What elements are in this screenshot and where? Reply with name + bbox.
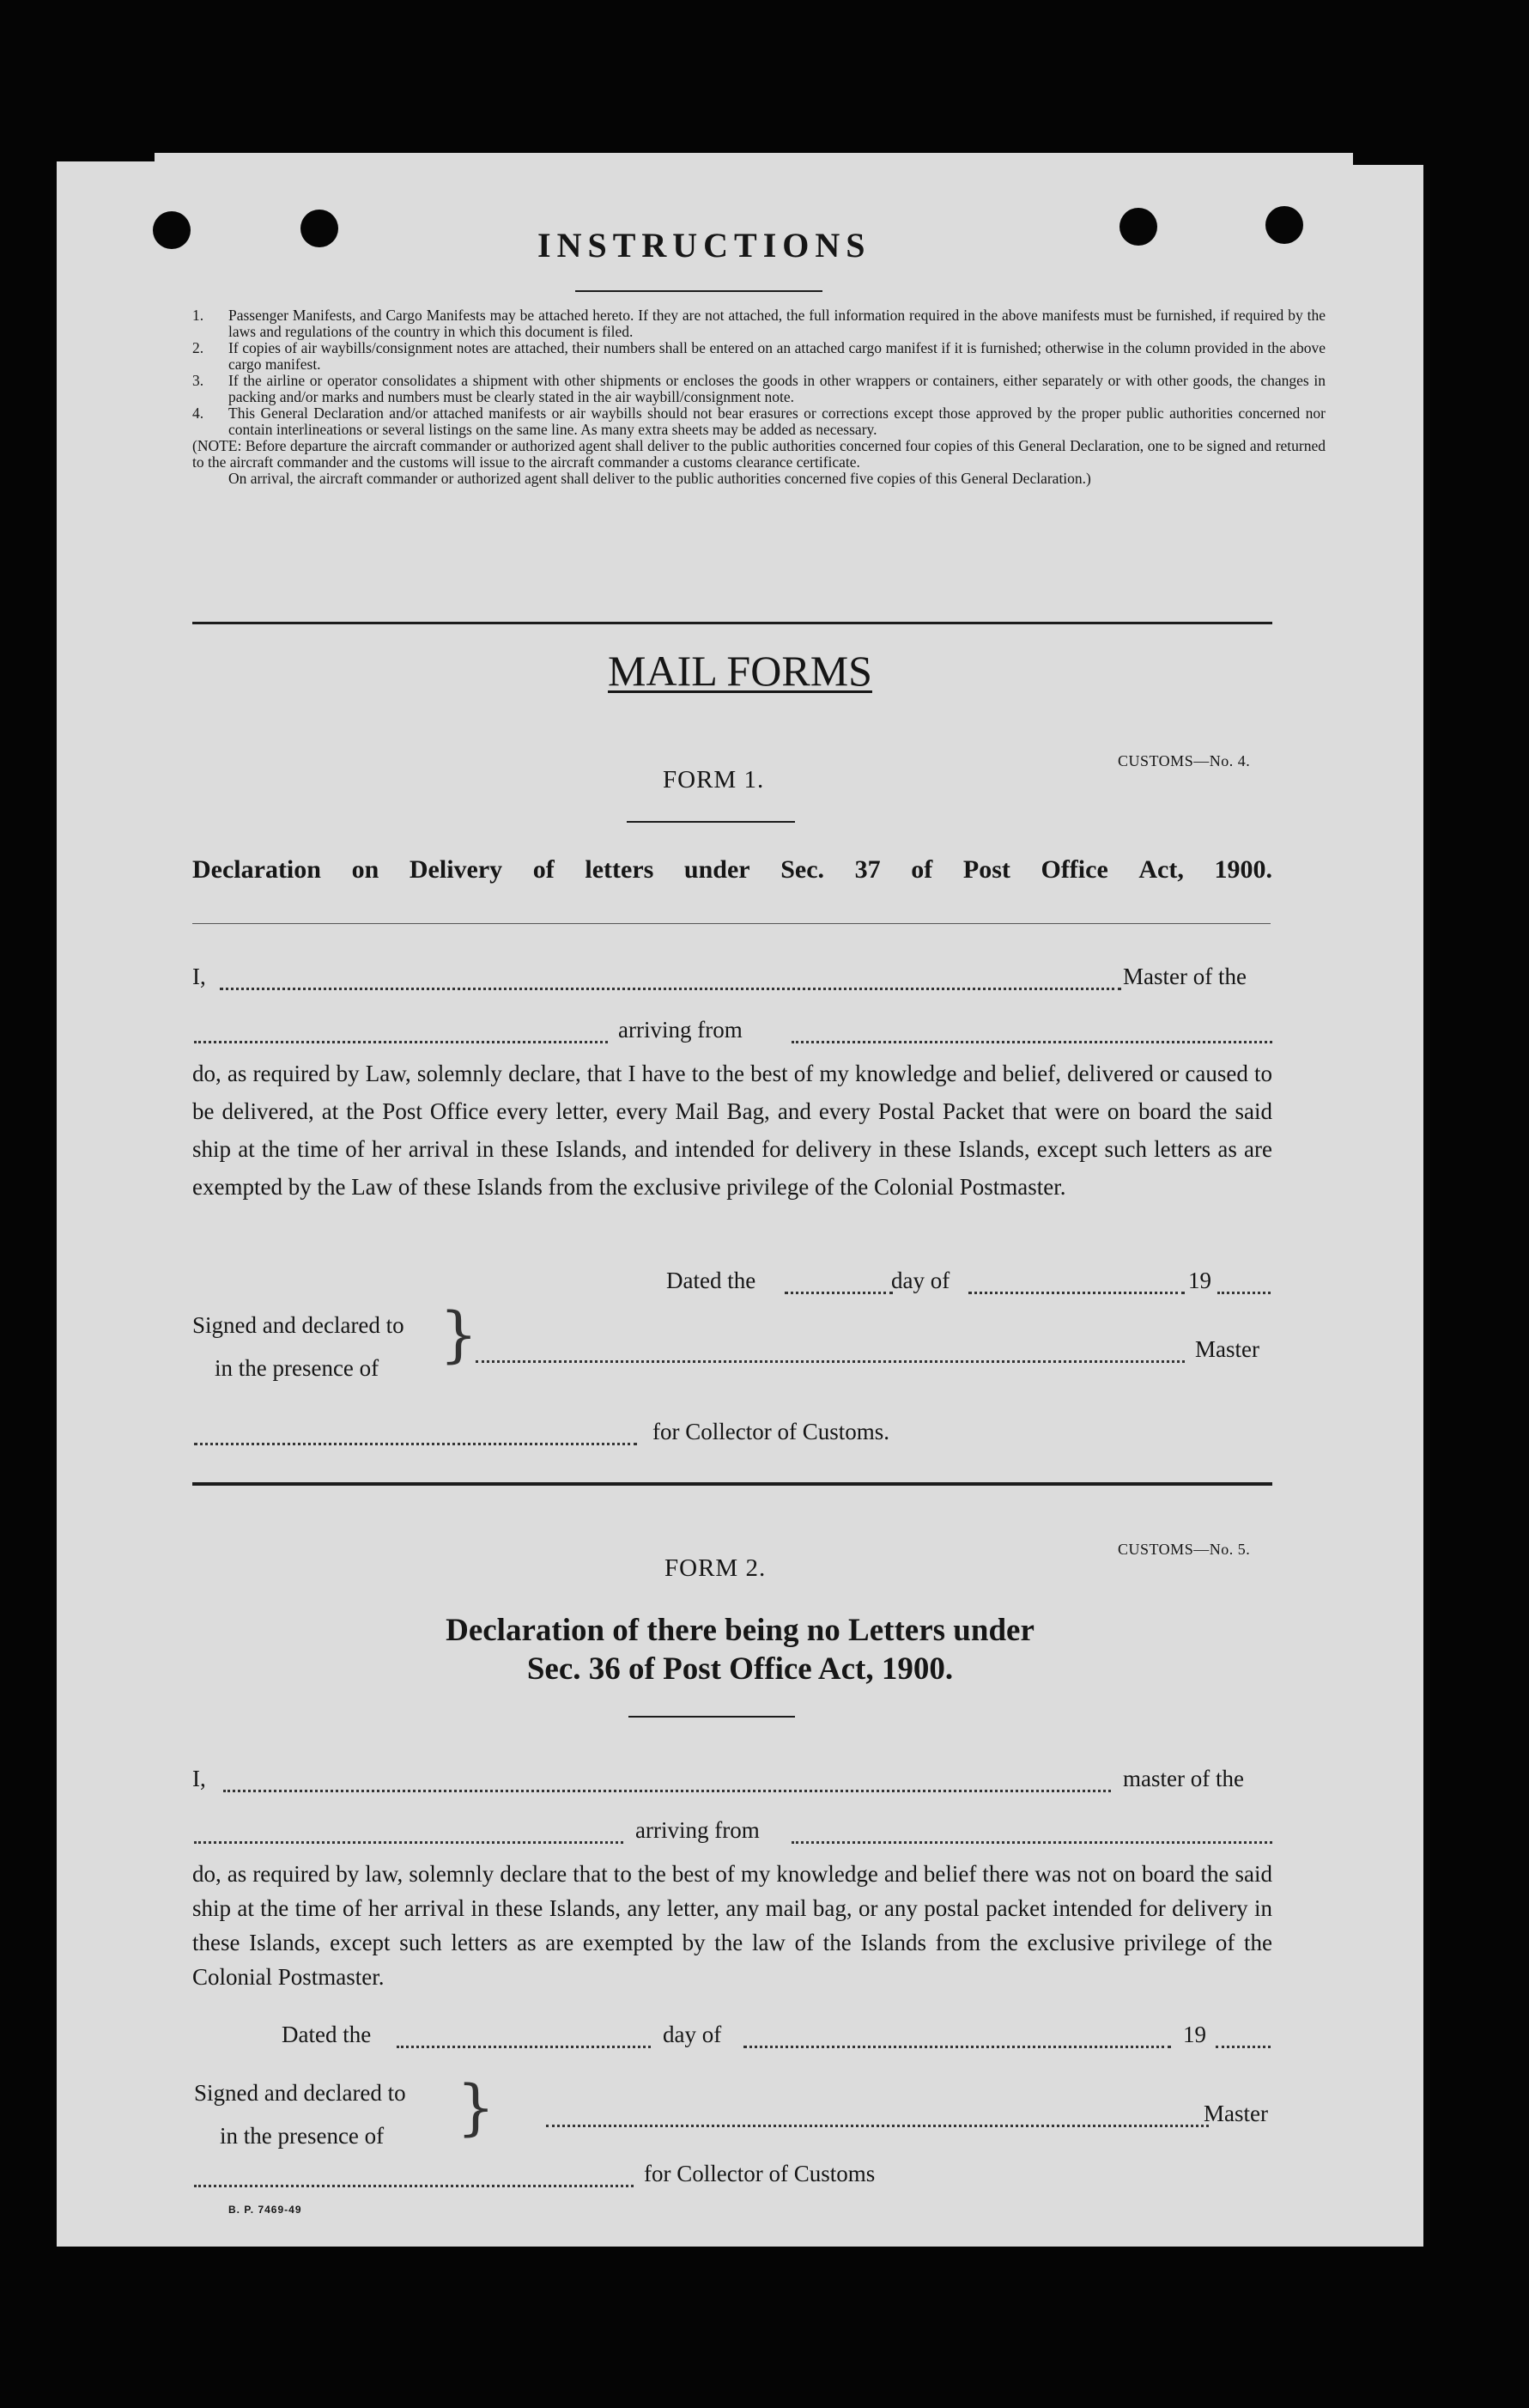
form1-collector-blank[interactable]	[194, 1443, 637, 1445]
form1-title-rule	[192, 923, 1271, 924]
document-page	[57, 153, 1423, 2247]
form2-collector-blank[interactable]	[194, 2185, 634, 2187]
form2-master-label: Master	[1204, 2101, 1268, 2126]
form2-month-blank[interactable]	[743, 2046, 1171, 2048]
form1-year-prefix: 19	[1188, 1268, 1211, 1293]
mail-forms-heading: MAIL FORMS	[608, 647, 872, 695]
form2-dated-the: Dated the	[282, 2022, 372, 2047]
form1-origin-blank[interactable]	[792, 1041, 1272, 1043]
form2-presence-of: in the presence of	[220, 2123, 385, 2149]
form2-day-of: day of	[663, 2022, 722, 2047]
form1-label: FORM 1.	[663, 766, 765, 794]
form1-signed-declared: Signed and declared to	[192, 1312, 404, 1338]
form2-i-label: I,	[192, 1766, 206, 1791]
form2-collector-label: for Collector of Customs	[644, 2161, 876, 2186]
form1-arriving-from: arriving from	[618, 1017, 743, 1043]
torn-edge	[1353, 148, 1430, 165]
form-reference-number: B. P. 7469-49	[228, 2204, 302, 2216]
form2-day-blank[interactable]	[397, 2046, 651, 2048]
form2-body: do, as required by law, solemnly declare that to the best of my knowledge and belief there was not on board the said ship at the time of her arrival in these Islands, any letter, any mail bag, or any postal packet intended for delivery in these Islands, except such letters as are exempted by the law of the Islands from the exclusive privilege of the Colonial Postmaster.	[192, 1861, 1272, 1990]
instructions-note: (NOTE: Before departure the aircraft commander or authorized agent shall deliver to the public authorities concerned four copies of this General Declaration, one to be signed and returned to the aircraft commander and the customs will issue to the aircraft commander a customs clearance certificate.	[192, 437, 1326, 471]
form1-name-blank[interactable]	[220, 988, 1121, 990]
form1-body: do, as required by Law, solemnly declare, that I have to the best of my knowledge and belief, delivered or caused to be delivered, at the Post Office every letter, every Mail Bag, and every Postal Packet that were on board the said ship at the time of her arrival in these Islands, and intended for delivery in these Islands, except such letters as are exempted by the Law of these Islands from the exclusive privilege of the Colonial Postmaster.	[192, 1061, 1272, 1200]
form2-signed-declared: Signed and declared to	[194, 2080, 406, 2106]
punch-hole	[1265, 206, 1303, 244]
form1-year-blank[interactable]	[1217, 1292, 1271, 1294]
form1-label-underline	[627, 821, 795, 823]
punch-hole	[1119, 208, 1157, 246]
punch-hole	[153, 211, 191, 249]
form1-master-of-the: Master of the	[1123, 964, 1247, 989]
form1-dated-the: Dated the	[666, 1268, 756, 1293]
form2-name-blank[interactable]	[223, 1790, 1111, 1792]
instructions-list	[192, 307, 1326, 438]
form2-title-line2: Sec. 36 of Post Office Act, 1900.	[526, 1651, 954, 1687]
form2-declaration-title	[57, 1611, 1423, 1688]
form1-presence-of: in the presence of	[215, 1355, 379, 1381]
form2-year-blank[interactable]	[1216, 2046, 1271, 2048]
form1-master-signature-blank[interactable]	[476, 1360, 1185, 1363]
instruction-item: 4. This General Declaration and/or attached manifests or air waybills should not bear erasures or corrections except those approved by the proper public authorities concerned nor contain interlineations or several listings on the same line. As many extra sheets may be added as necessary.	[192, 404, 1326, 438]
section-divider	[192, 622, 1272, 624]
form2-customs-number: CUSTOMS—No. 5.	[1118, 1541, 1251, 1558]
form2-arriving-from: arriving from	[635, 1817, 760, 1843]
form2-brace: }	[457, 2072, 495, 2143]
form2-origin-blank[interactable]	[792, 1841, 1272, 1844]
form2-year-prefix: 19	[1183, 2022, 1206, 2047]
instructions-title: INSTRUCTIONS	[537, 226, 871, 265]
form2-title-line1: Declaration of there being no Letters under	[446, 1613, 1035, 1648]
form2-master-signature-blank[interactable]	[546, 2125, 1209, 2127]
form1-month-blank[interactable]	[968, 1292, 1185, 1294]
instruction-item: 1. Passenger Manifests, and Cargo Manifests may be attached hereto. If they are not attached, the full information required in the above manifests must be furnished, if required by the laws and regulations of the country in which this document is filed.	[192, 307, 1326, 340]
form1-collector-label: for Collector of Customs.	[652, 1419, 889, 1444]
instruction-item: 3. If the airline or operator consolidates a shipment with other shipments or encloses the goods in other wrappers or containers, either separately or with other goods, the changes in packing and/or marks and numbers must be clearly stated in the air waybill/consignment note.	[192, 372, 1326, 405]
form1-master-label: Master	[1195, 1336, 1259, 1362]
form1-brace: }	[440, 1299, 478, 1370]
form1-day-of: day of	[891, 1268, 950, 1293]
instruction-item: 2. If copies of air waybills/consignment notes are attached, their numbers shall be entered on an attached cargo manifest if it is furnished; otherwise in the column provided in the above cargo manifest.	[192, 339, 1326, 373]
form-divider	[192, 1482, 1272, 1486]
form2-title-underline	[628, 1716, 795, 1718]
form2-ship-blank[interactable]	[194, 1841, 623, 1844]
torn-edge	[52, 148, 155, 161]
form1-i-label: I,	[192, 964, 206, 989]
form1-ship-blank[interactable]	[194, 1041, 608, 1043]
form1-customs-number: CUSTOMS—No. 4.	[1118, 752, 1251, 769]
instructions-note-arrival: On arrival, the aircraft commander or authorized agent shall deliver to the public authorities concerned five copies of this General Declaration.)	[228, 470, 1091, 487]
form1-day-blank[interactable]	[785, 1292, 893, 1294]
form2-master-of-the: master of the	[1123, 1766, 1244, 1791]
title-underline	[575, 290, 822, 292]
punch-hole	[300, 210, 338, 247]
form2-label: FORM 2.	[664, 1554, 767, 1582]
form1-declaration-title: Declaration on Delivery of letters under Sec. 37 of Post Office Act, 1900.	[192, 855, 1272, 884]
instructions-block	[192, 307, 1326, 487]
